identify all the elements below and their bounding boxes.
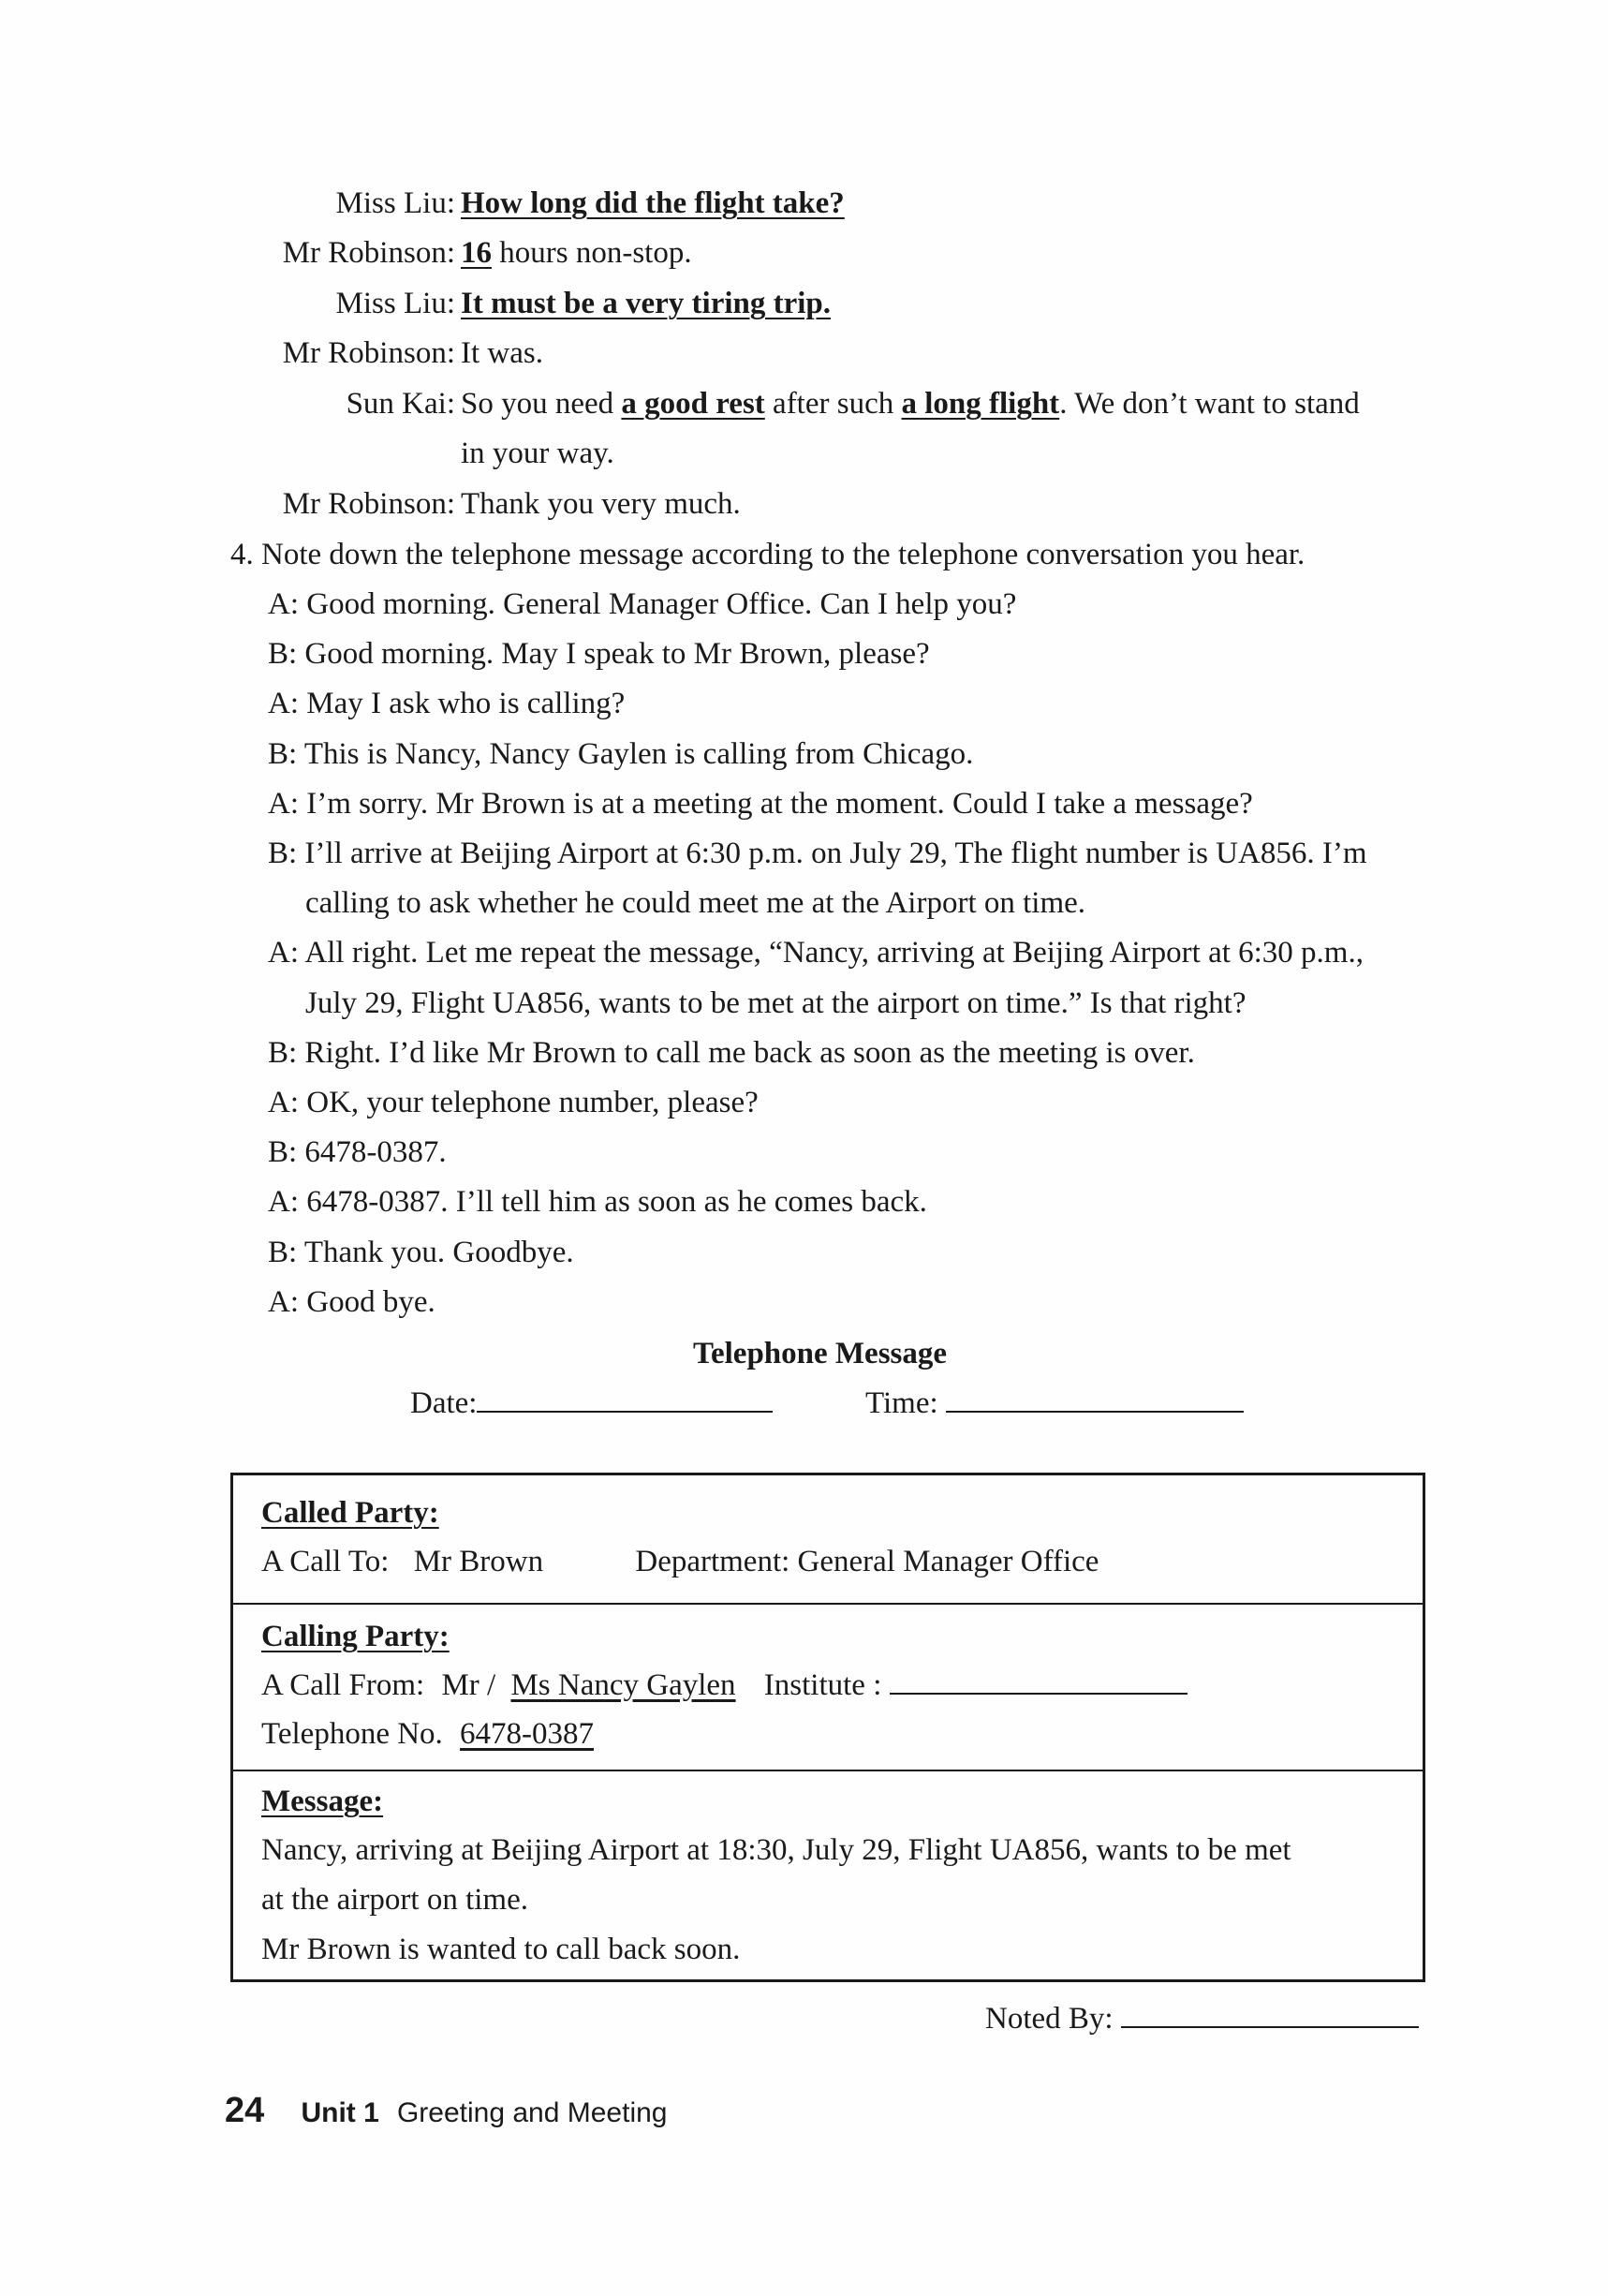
conversation-line: B: 6478-0387.	[268, 1135, 447, 1169]
call-to-value: Mr Brown	[413, 1545, 544, 1578]
conversation-line: calling to ask whether he could meet me at the Airport on time.	[305, 886, 1086, 920]
date-field	[410, 1385, 773, 1422]
page-number: 24	[225, 2091, 265, 2130]
dialog-text	[461, 387, 1360, 421]
dialog-segment: in your way.	[461, 437, 614, 470]
dialog-segment: It was.	[461, 336, 543, 370]
noted-by-label: Noted By:	[985, 2002, 1114, 2036]
dialog-line	[264, 185, 845, 222]
message-heading: Message:	[261, 1785, 384, 1818]
department-value: General Manager Office	[797, 1545, 1099, 1578]
dialog-text	[461, 186, 845, 220]
dialog-text	[461, 236, 692, 270]
dialog-text	[461, 437, 614, 470]
time-field	[865, 1385, 1244, 1422]
dialog-line	[264, 334, 543, 372]
speaker-name: Mr Robinson:	[282, 336, 455, 370]
dialog-segment: So you need	[461, 387, 622, 421]
conversation-line: A: Good bye.	[268, 1285, 435, 1319]
dialog-segment: hours non-stop.	[492, 236, 692, 270]
called-party-heading: Called Party:	[261, 1496, 439, 1530]
conversation-line: A: OK, your telephone number, please?	[268, 1086, 759, 1119]
conversation-line: B: Right. I’d like Mr Brown to call me back as soon as the meeting is over.	[268, 1036, 1195, 1070]
institute-blank	[890, 1668, 1188, 1695]
telephone-label: Telephone No.	[261, 1717, 443, 1751]
noted-by-blank	[1121, 2002, 1419, 2028]
conversation-line: A: Good morning. General Manager Office. Can I help you?	[268, 587, 1017, 621]
dialog-text	[461, 487, 741, 521]
answer-text: a good rest	[621, 387, 765, 421]
unit-title: Greeting and Meeting	[396, 2097, 668, 2128]
conversation-line: A: 6478-0387. I’ll tell him as soon as he comes back.	[268, 1185, 927, 1219]
telephone-value: 6478-0387	[460, 1717, 595, 1751]
speaker-name: Miss Liu:	[335, 287, 455, 320]
speaker-name: Mr Robinson:	[282, 236, 455, 270]
speaker-name: Mr Robinson:	[282, 487, 455, 521]
date-blank	[477, 1386, 773, 1413]
institute-label: Institute :	[763, 1668, 882, 1702]
time-blank	[946, 1386, 1244, 1413]
dialog-line	[264, 435, 614, 472]
answer-text: 16	[461, 236, 492, 270]
calling-party-heading: Calling Party:	[261, 1620, 450, 1653]
dialog-segment: . We don’t want to stand	[1059, 387, 1360, 421]
conversation-line: A: I’m sorry. Mr Brown is at a meeting at the moment. Could I take a message?	[268, 787, 1253, 821]
page-footer	[225, 2091, 667, 2131]
conversation-line: B: Good morning. May I speak to Mr Brown, please?	[268, 637, 930, 671]
call-to-row	[261, 1543, 1099, 1580]
message-line: Mr Brown is wanted to call back soon.	[261, 1933, 741, 1966]
message-line: Nancy, arriving at Beijing Airport at 18:30, July 29, Flight UA856, wants to be met	[261, 1833, 1291, 1867]
time-label: Time:	[865, 1386, 938, 1420]
conversation-line: B: Thank you. Goodbye.	[268, 1236, 574, 1269]
answer-text: It must be a very tiring trip.	[461, 287, 832, 320]
conversation-line: July 29, Flight UA856, wants to be met at the airport on time.” Is that right?	[305, 986, 1247, 1020]
noted-by-field	[985, 2000, 1419, 2037]
dialog-line	[264, 385, 1360, 422]
call-from-value: Ms Nancy Gaylen	[510, 1668, 736, 1702]
called-party-section	[233, 1475, 1423, 1605]
dialog-text	[461, 287, 831, 320]
form-title: Telephone Message	[693, 1337, 948, 1370]
dialog-segment: after such	[764, 387, 902, 421]
message-line: at the airport on time.	[261, 1883, 528, 1917]
conversation-line: A: All right. Let me repeat the message, “Nancy, arriving at Beijing Airport at 6:30 p.m.,	[268, 936, 1364, 970]
speaker-name: Sun Kai:	[346, 387, 455, 421]
conversation-line: B: This is Nancy, Nancy Gaylen is calling from Chicago.	[268, 737, 974, 771]
unit-label: Unit 1	[301, 2097, 379, 2128]
dialog-line	[264, 234, 692, 272]
dialog-line	[264, 485, 741, 523]
telephone-row	[261, 1715, 594, 1753]
date-label: Date:	[410, 1386, 478, 1420]
answer-text: How long did the flight take?	[461, 186, 845, 220]
conversation-line: A: May I ask who is calling?	[268, 687, 626, 720]
call-from-prefix: Mr /	[441, 1668, 496, 1702]
answer-text: a long flight	[901, 387, 1060, 421]
dialog-line	[264, 285, 831, 322]
calling-party-section	[233, 1605, 1423, 1771]
task-4-instruction: 4. Note down the telephone message according to the telephone conversation you hear.	[230, 538, 1306, 571]
dialog-text	[461, 336, 543, 370]
dialog-segment: Thank you very much.	[461, 487, 741, 521]
call-to-label: A Call To:	[261, 1545, 390, 1578]
message-section	[233, 1771, 1423, 1985]
department-label: Department:	[635, 1545, 790, 1578]
call-from-label: A Call From:	[261, 1668, 425, 1702]
telephone-message-form	[230, 1473, 1425, 1982]
speaker-name: Miss Liu:	[335, 186, 455, 220]
conversation-line: B: I’ll arrive at Beijing Airport at 6:30 p.m. on July 29, The flight number is UA856. I’m	[268, 837, 1367, 870]
call-from-row	[261, 1666, 1188, 1704]
